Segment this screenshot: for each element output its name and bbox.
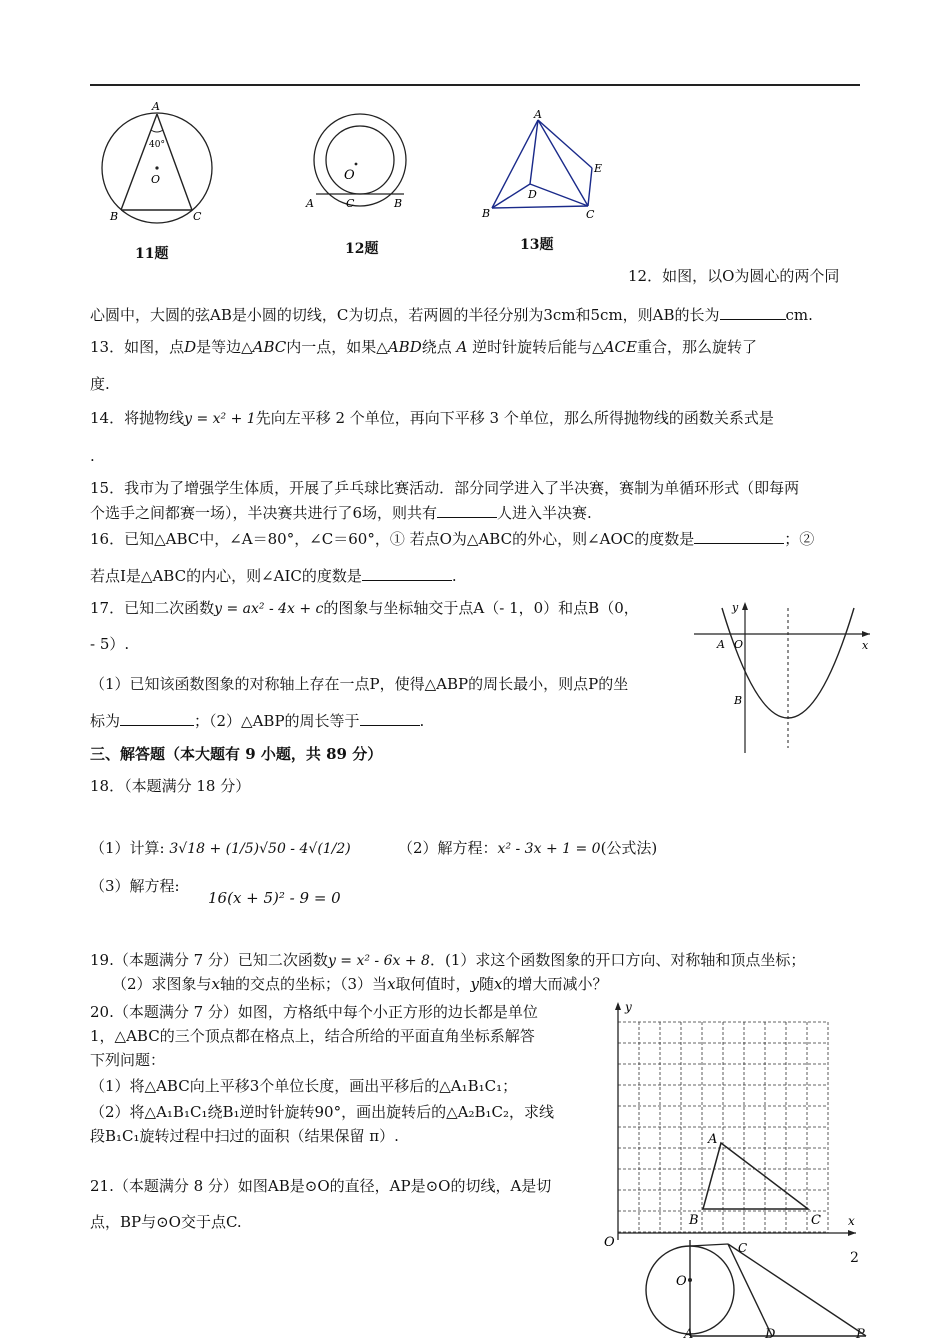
q17-text-a: 17．已知二次函数 xyxy=(90,599,215,617)
fig20-label-B: B xyxy=(689,1213,699,1228)
fig21-label-P: P xyxy=(856,1327,865,1342)
q17-answer-blank-2[interactable] xyxy=(360,710,420,726)
q13-var-ABD: ABD xyxy=(387,338,422,356)
fig20-label-x: x xyxy=(848,1214,855,1228)
q14-text-a: 14．将抛物线 xyxy=(90,409,185,427)
fig12-label-C: C xyxy=(346,197,355,210)
q16-text-b: ；② xyxy=(784,530,815,548)
q20-line5: （2）将△A₁B₁C₁绕B₁逆时针旋转90°，画出旋转后的△A₂B₁C₂，求线 xyxy=(90,1103,554,1121)
q13-text-a: 13．如图，点 xyxy=(90,338,185,356)
q20-line2: 1，△ABC的三个顶点都在格点上，结合所给的平面直角坐标系解答 xyxy=(90,1027,535,1045)
fig21-label-A: A xyxy=(684,1327,694,1342)
fig17-label-B: B xyxy=(734,694,743,707)
q17-answer-blank-1[interactable] xyxy=(120,710,194,726)
fig13-label-A: A xyxy=(534,108,542,121)
q13-line1 xyxy=(90,337,757,357)
fig11-label-O: O xyxy=(151,173,161,186)
q18-part2 xyxy=(398,838,657,859)
q12-line1: 12．如图，以O为圆心的两个同 xyxy=(628,267,840,285)
q13-var-ABC: ABC xyxy=(252,338,287,356)
fig21-label-D: D xyxy=(765,1327,776,1342)
q16-text-c: 若点I是△ABC的内心，则∠AIC的度数是 xyxy=(90,567,362,585)
q13-var-A: A xyxy=(456,338,468,356)
q19-text-b: ．(1）求这个函数图象的开口方向、对称轴和顶点坐标； xyxy=(429,951,806,969)
q16-answer-blank-2[interactable] xyxy=(362,565,452,581)
q16-text-a: 16．已知△ABC中，∠A＝80°，∠C＝60°，① 若点O为△ABC的外心，则∠AOC的度数是 xyxy=(90,530,695,548)
fig20-label-C: C xyxy=(811,1213,821,1228)
header-rule xyxy=(90,84,860,86)
fig13-caption: 13题 xyxy=(520,237,554,253)
q12-answer-blank[interactable] xyxy=(720,304,786,320)
fig11-label-B: B xyxy=(110,210,119,223)
q13-var-ACE: ACE xyxy=(603,338,637,356)
page-number: 2 xyxy=(850,1250,859,1266)
q17-text-d: 标为 xyxy=(90,712,121,730)
q20-line6: 段B₁C₁旋转过程中扫过的面积（结果保留 π）. xyxy=(90,1127,399,1145)
q19-var-x3: x xyxy=(494,975,503,993)
fig13-label-D: D xyxy=(528,188,537,201)
q15-text-b: 人进入半决赛. xyxy=(497,504,592,522)
q18-p1-formula: 3√18 + (1/5)√50 - 4√(1/2) xyxy=(169,841,351,857)
q18-part1 xyxy=(90,838,351,859)
q13-text-c: 内一点，如果△ xyxy=(286,338,388,356)
q15-text-a: 个选手之间都赛一场），半决赛共进行了6场，则共有 xyxy=(90,504,438,522)
q18-title: 18．（本题满分 18 分） xyxy=(90,777,251,795)
q13-text-b: 是等边△ xyxy=(196,338,253,356)
fig11-caption: 11题 xyxy=(135,246,169,262)
q16-text-d: . xyxy=(451,567,457,585)
q19-line1 xyxy=(90,950,805,971)
q17-line2: - 5）. xyxy=(90,635,130,653)
q15-answer-blank[interactable] xyxy=(437,502,497,518)
q13-line2: 度. xyxy=(90,375,110,393)
fig13-label-E: E xyxy=(594,162,603,175)
q19-text-e: 取何值时， xyxy=(395,975,471,993)
fig20-label-O: O xyxy=(604,1235,615,1250)
q18-p3-formula: 16(x + 5)² - 9 = 0 xyxy=(208,889,341,907)
q18-p1-label: （1）计算: xyxy=(90,839,165,857)
figure-21 xyxy=(638,1240,878,1344)
fig12-label-B: B xyxy=(394,197,403,210)
fig17-label-y: y xyxy=(732,601,739,614)
q15-line2 xyxy=(90,502,592,523)
figure-20 xyxy=(598,1000,866,1250)
q12-text-a: 心圆中，大圆的弦AB是小圆的切线，C为切点，若两圆的半径分别为3cm和5cm，则AB的长为 xyxy=(90,306,720,324)
figure-17 xyxy=(690,598,875,758)
q16-line2 xyxy=(90,565,457,586)
q19-text-a: 19.（本题满分 7 分）已知二次函数 xyxy=(90,951,328,969)
q13-text-e: 逆时针旋转后能与△ xyxy=(472,338,604,356)
fig17-label-A: A xyxy=(717,638,725,651)
q15-line1: 15．我市为了增强学生体质，开展了乒乓球比赛活动．部分同学进入了半决赛，赛制为单循环形式（即每两 xyxy=(90,479,800,497)
q18-part3 xyxy=(90,876,180,896)
q18-p2-formula: x² - 3x + 1 = 0 xyxy=(497,841,601,857)
q18-p2-label: （2）解方程： xyxy=(398,839,498,857)
q17-line4 xyxy=(90,710,424,731)
q19-var-y: y xyxy=(470,975,480,993)
q17-text-e: ；（2）△ABP的周长等于 xyxy=(194,712,360,730)
q12-line2 xyxy=(90,304,813,325)
q13-text-d: 绕点 xyxy=(421,338,452,356)
q19-text-f: 随 xyxy=(479,975,495,993)
q14-line2: . xyxy=(90,447,95,465)
figure-13 xyxy=(478,106,608,226)
q13-text-f: 重合，那么旋转了 xyxy=(636,338,757,356)
section3-title: 三、解答题（本大题有 9 小题，共 89 分） xyxy=(90,745,383,763)
fig17-label-x: x xyxy=(862,639,869,652)
fig17-label-O: O xyxy=(734,638,744,651)
q19-line2 xyxy=(112,974,608,994)
q14-formula: y = x² + 1 xyxy=(184,411,256,427)
q20-line3: 下列问题： xyxy=(90,1051,166,1069)
fig21-label-C: C xyxy=(738,1241,748,1255)
q18-p2-note: (公式法) xyxy=(600,839,658,857)
fig11-label-C: C xyxy=(193,210,202,223)
q21-line1: 21.（本题满分 8 分）如图AB是⊙O的直径，AP是⊙O的切线，A是切 xyxy=(90,1177,552,1195)
fig13-label-C: C xyxy=(586,208,595,221)
fig13-label-B: B xyxy=(482,207,491,220)
fig20-label-A: A xyxy=(708,1132,718,1147)
q12-text-b: cm. xyxy=(785,306,813,324)
fig12-label-A: A xyxy=(306,197,314,210)
fig20-label-y: y xyxy=(625,1000,632,1014)
q20-line4: （1）将△ABC向上平移3个单位长度，画出平移后的△A₁B₁C₁； xyxy=(90,1077,518,1095)
q19-var-x1: x xyxy=(211,975,221,993)
q14-line1 xyxy=(90,408,774,429)
figure-12 xyxy=(300,112,420,217)
q17-line3: （1）已知该函数图象的对称轴上存在一点P，使得△ABP的周长最小，则点P的坐 xyxy=(90,675,629,693)
fig12-caption: 12题 xyxy=(345,241,379,257)
q17-line1 xyxy=(90,598,639,619)
q13-var-D: D xyxy=(184,338,197,356)
q16-line1 xyxy=(90,528,814,549)
fig12-label-O: O xyxy=(344,168,355,183)
q21-line2: 点，BP与⊙O交于点C. xyxy=(90,1213,242,1231)
q16-answer-blank-1[interactable] xyxy=(694,528,784,544)
q14-text-b: 先向左平移 2 个单位，再向下平移 3 个单位，那么所得抛物线的函数关系式是 xyxy=(255,409,774,427)
fig11-label-angle: 40° xyxy=(149,140,165,150)
q17-text-c: ，0）和点B（0， xyxy=(518,599,639,617)
q19-var-x2: x xyxy=(387,975,396,993)
q20-line1: 20.（本题满分 7 分）如图，方格纸中每个小正方形的边长都是单位 xyxy=(90,1003,538,1021)
q19-text-g: 的增大而减小？ xyxy=(502,975,608,993)
q17-text-b: 的图象与坐标轴交于点A（ xyxy=(323,599,500,617)
q17-neg1: - 1 xyxy=(499,599,519,617)
q17-text-f: . xyxy=(419,712,425,730)
q19-text-c: （2）求图象与 xyxy=(112,975,212,993)
fig21-label-O: O xyxy=(676,1274,687,1289)
fig11-label-A: A xyxy=(152,100,160,113)
figure-11 xyxy=(95,98,220,228)
q18-p3-label: （3）解方程: xyxy=(90,877,180,895)
q19-formula: y = x² - 6x + 8 xyxy=(327,953,430,969)
q17-formula: y = ax² - 4x + c xyxy=(214,601,324,617)
q19-text-d: 轴的交点的坐标；（3）当 xyxy=(220,975,388,993)
